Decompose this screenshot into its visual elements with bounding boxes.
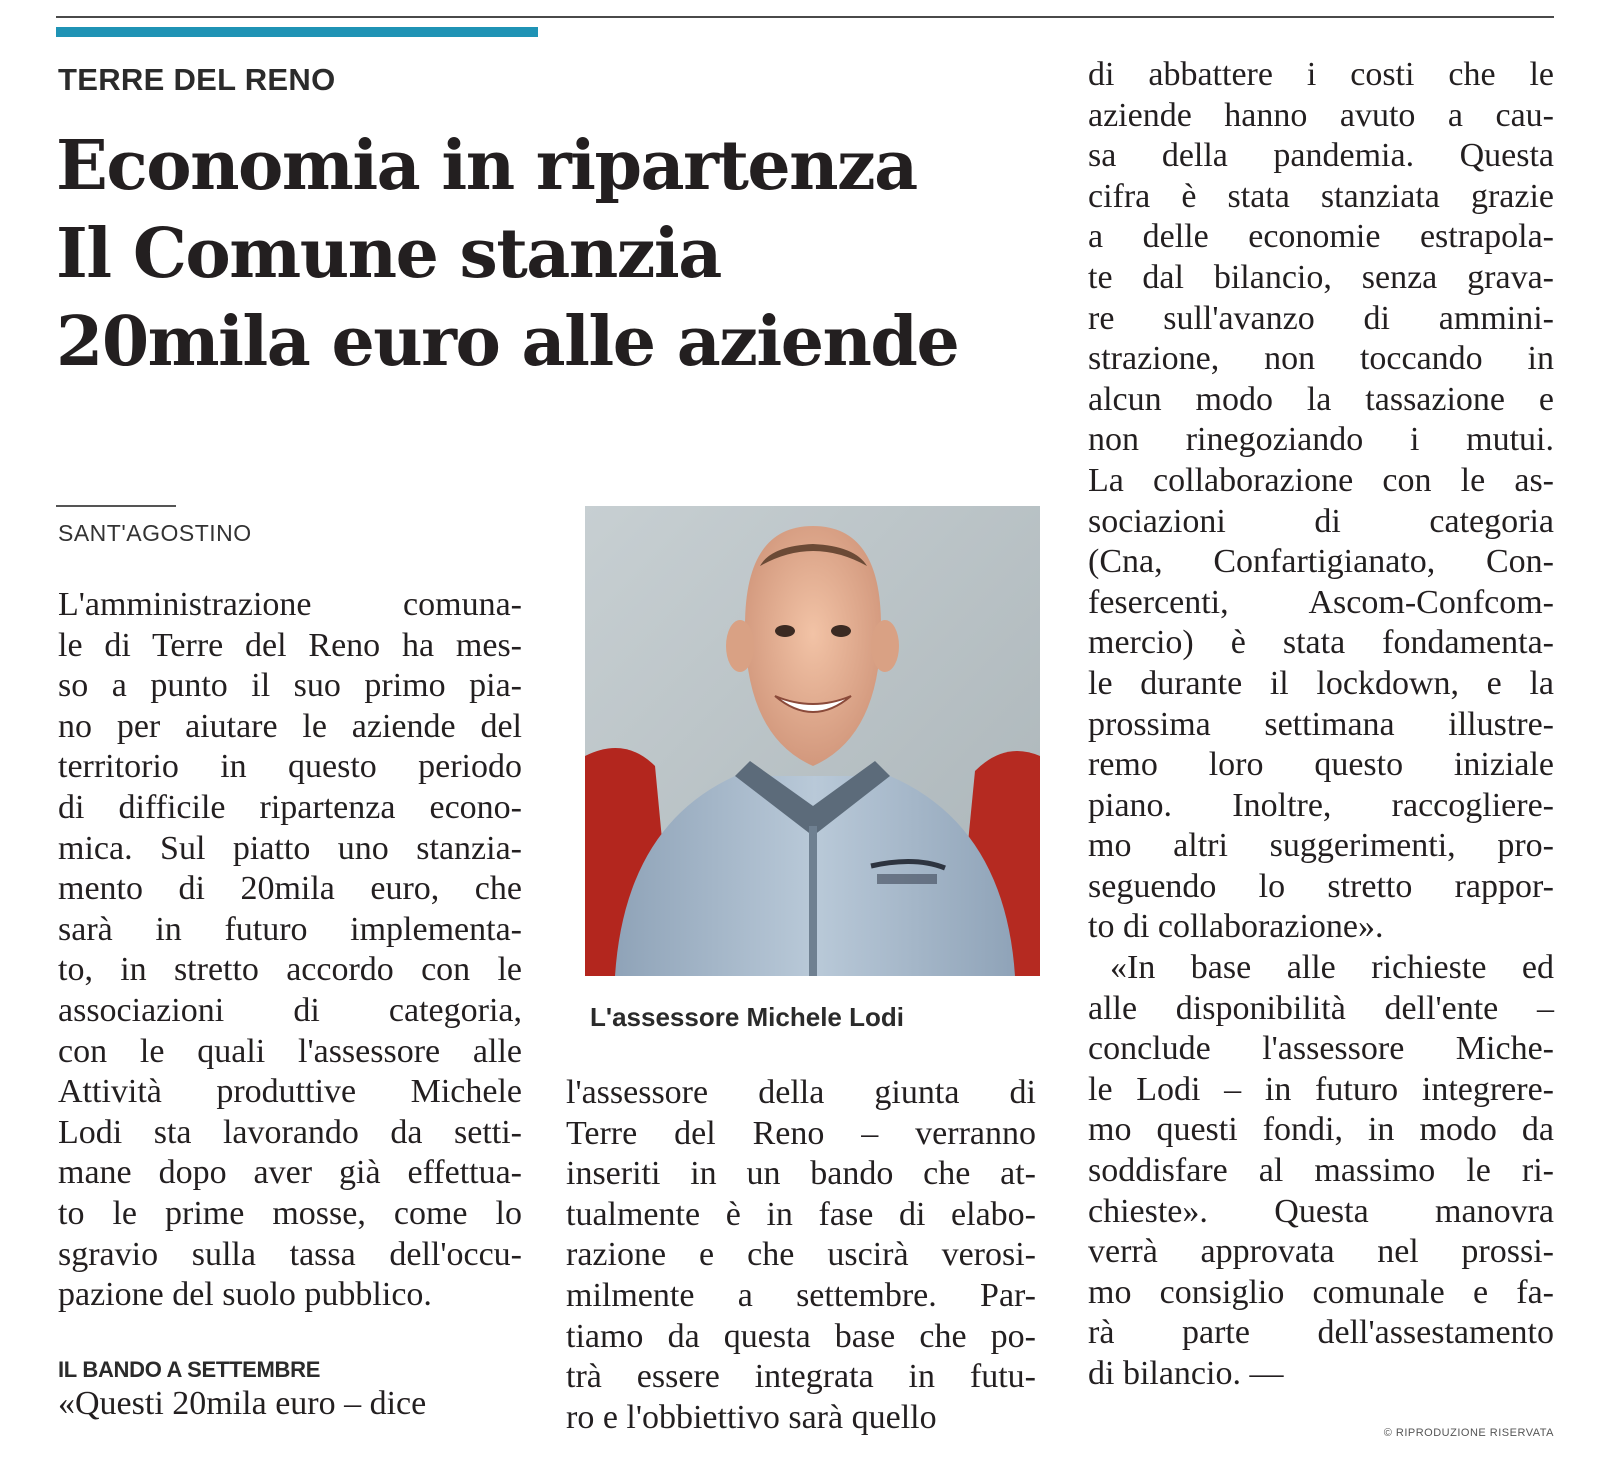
text-line: conclude l'assessore Miche- bbox=[1088, 1030, 1554, 1068]
text-line: razione e che uscirà verosi- bbox=[566, 1236, 1036, 1274]
text-line: to di collaborazione». bbox=[1088, 908, 1384, 946]
section-accent-bar bbox=[56, 27, 538, 37]
text-line: ro e l'obbiettivo sarà quello bbox=[566, 1398, 937, 1436]
headline-line: Economia in ripartenza bbox=[56, 126, 917, 206]
text-line: Attività produttive Michele bbox=[58, 1073, 522, 1111]
text-line: sa della pandemia. Questa bbox=[1088, 137, 1554, 175]
text-line: Terre del Reno – verranno bbox=[566, 1114, 1036, 1152]
text-line: a delle economie estrapola- bbox=[1088, 218, 1554, 256]
text-line: di abbattere i costi che le bbox=[1088, 56, 1554, 93]
text-line: le Lodi – in futuro integrere- bbox=[1088, 1070, 1554, 1108]
text-line: Lodi sta lavorando da setti- bbox=[58, 1113, 522, 1151]
article-column-1-continued bbox=[58, 1384, 522, 1425]
text-line: so a punto il suo primo pia- bbox=[58, 667, 522, 705]
article-column-1 bbox=[58, 585, 522, 1316]
text-line: seguendo lo stretto rappor- bbox=[1088, 867, 1554, 905]
paragraph bbox=[566, 1073, 1036, 1438]
text-line: sarà in futuro implementa- bbox=[58, 910, 522, 948]
text-line: to, in stretto accordo con le bbox=[58, 951, 522, 989]
article-column-3 bbox=[1088, 55, 1554, 1395]
text-line: «In base alle richieste ed bbox=[1110, 949, 1554, 987]
text-line: alcun modo la tassazione e bbox=[1088, 380, 1554, 418]
top-rule bbox=[56, 16, 1554, 18]
text-line: di difficile ripartenza econo- bbox=[58, 788, 522, 826]
text-line: di bilancio. — bbox=[1088, 1355, 1284, 1392]
headline-line: Il Comune stanzia bbox=[56, 214, 721, 294]
paragraph bbox=[1088, 948, 1554, 1395]
text-line: le durante il lockdown, e la bbox=[1088, 664, 1554, 702]
headline bbox=[56, 122, 1066, 386]
text-line: no per aiutare le aziende del bbox=[58, 707, 522, 745]
text-line: mo consiglio comunale e fa- bbox=[1088, 1273, 1554, 1311]
text-line: tiamo da questa base che po- bbox=[566, 1317, 1036, 1355]
section-kicker: TERRE DEL RENO bbox=[58, 62, 336, 97]
text-line: associazioni di categoria, bbox=[58, 991, 522, 1029]
text-line: aziende hanno avuto a cau- bbox=[1088, 96, 1554, 134]
headline-line: 20mila euro alle aziende bbox=[56, 302, 959, 382]
text-line: l'assessore della giunta di bbox=[566, 1074, 1036, 1111]
paragraph bbox=[1088, 55, 1554, 948]
text-line: non rinegoziando i mutui. bbox=[1088, 421, 1554, 459]
text-line: «Questi 20mila euro – dice bbox=[58, 1385, 427, 1422]
text-line: chieste». Questa manovra bbox=[1088, 1192, 1554, 1230]
paragraph bbox=[58, 1384, 522, 1425]
text-line: territorio in questo periodo bbox=[58, 748, 522, 786]
text-line: soddisfare al massimo le ri- bbox=[1088, 1152, 1554, 1190]
text-line: piano. Inoltre, raccogliere- bbox=[1088, 786, 1554, 824]
dateline: SANT'AGOSTINO bbox=[58, 520, 252, 546]
text-line: sociazioni di categoria bbox=[1088, 502, 1554, 540]
paragraph bbox=[58, 585, 522, 1316]
subheading: IL BANDO A SETTEMBRE bbox=[58, 1357, 321, 1382]
text-line: tualmente è in fase di elabo- bbox=[566, 1195, 1036, 1233]
text-line: mane dopo aver già effettua- bbox=[58, 1154, 522, 1192]
text-line: (Cna, Confartigianato, Con- bbox=[1088, 543, 1554, 581]
text-line: re sull'avanzo di ammini- bbox=[1088, 299, 1554, 337]
text-line: mercio) è stata fondamenta- bbox=[1088, 624, 1554, 662]
text-line: La collaborazione con le as- bbox=[1088, 461, 1554, 499]
text-line: mo questi fondi, in modo da bbox=[1088, 1111, 1554, 1149]
text-line: sgravio sulla tassa dell'occu- bbox=[58, 1235, 522, 1273]
text-line: rà parte dell'assestamento bbox=[1088, 1314, 1554, 1352]
text-line: alle disponibilità dell'ente – bbox=[1088, 989, 1554, 1027]
text-line: pazione del suolo pubblico. bbox=[58, 1276, 432, 1314]
text-line: te dal bilancio, senza grava- bbox=[1088, 258, 1554, 296]
text-line: le di Terre del Reno ha mes- bbox=[58, 626, 522, 664]
text-line: trà essere integrata in futu- bbox=[566, 1358, 1036, 1396]
portrait-photo bbox=[585, 506, 1040, 976]
text-line: mica. Sul piatto uno stanzia- bbox=[58, 829, 522, 867]
copyright-notice: © RIPRODUZIONE RISERVATA bbox=[1383, 1427, 1554, 1439]
text-line: prossima settimana illustre- bbox=[1088, 705, 1554, 743]
text-line: strazione, non toccando in bbox=[1088, 340, 1554, 378]
text-line: inseriti in un bando che at- bbox=[566, 1155, 1036, 1193]
text-line: L'amministrazione comuna- bbox=[58, 586, 522, 623]
text-line: mento di 20mila euro, che bbox=[58, 870, 522, 908]
dateline-rule bbox=[56, 505, 176, 507]
text-line: mo altri suggerimenti, pro- bbox=[1088, 827, 1554, 865]
article-column-2 bbox=[566, 1073, 1036, 1438]
portrait-illustration bbox=[585, 506, 1040, 976]
text-line: con le quali l'assessore alle bbox=[58, 1032, 522, 1070]
text-line: fesercenti, Ascom-Confcom- bbox=[1088, 583, 1554, 621]
text-line: cifra è stata stanziata grazie bbox=[1088, 177, 1554, 215]
text-line: to le prime mosse, come lo bbox=[58, 1194, 522, 1232]
text-line: milmente a settembre. Par- bbox=[566, 1276, 1036, 1314]
text-line: verrà approvata nel prossi- bbox=[1088, 1233, 1554, 1271]
photo-caption: L'assessore Michele Lodi bbox=[590, 1002, 904, 1032]
text-line: remo loro questo iniziale bbox=[1088, 746, 1554, 784]
